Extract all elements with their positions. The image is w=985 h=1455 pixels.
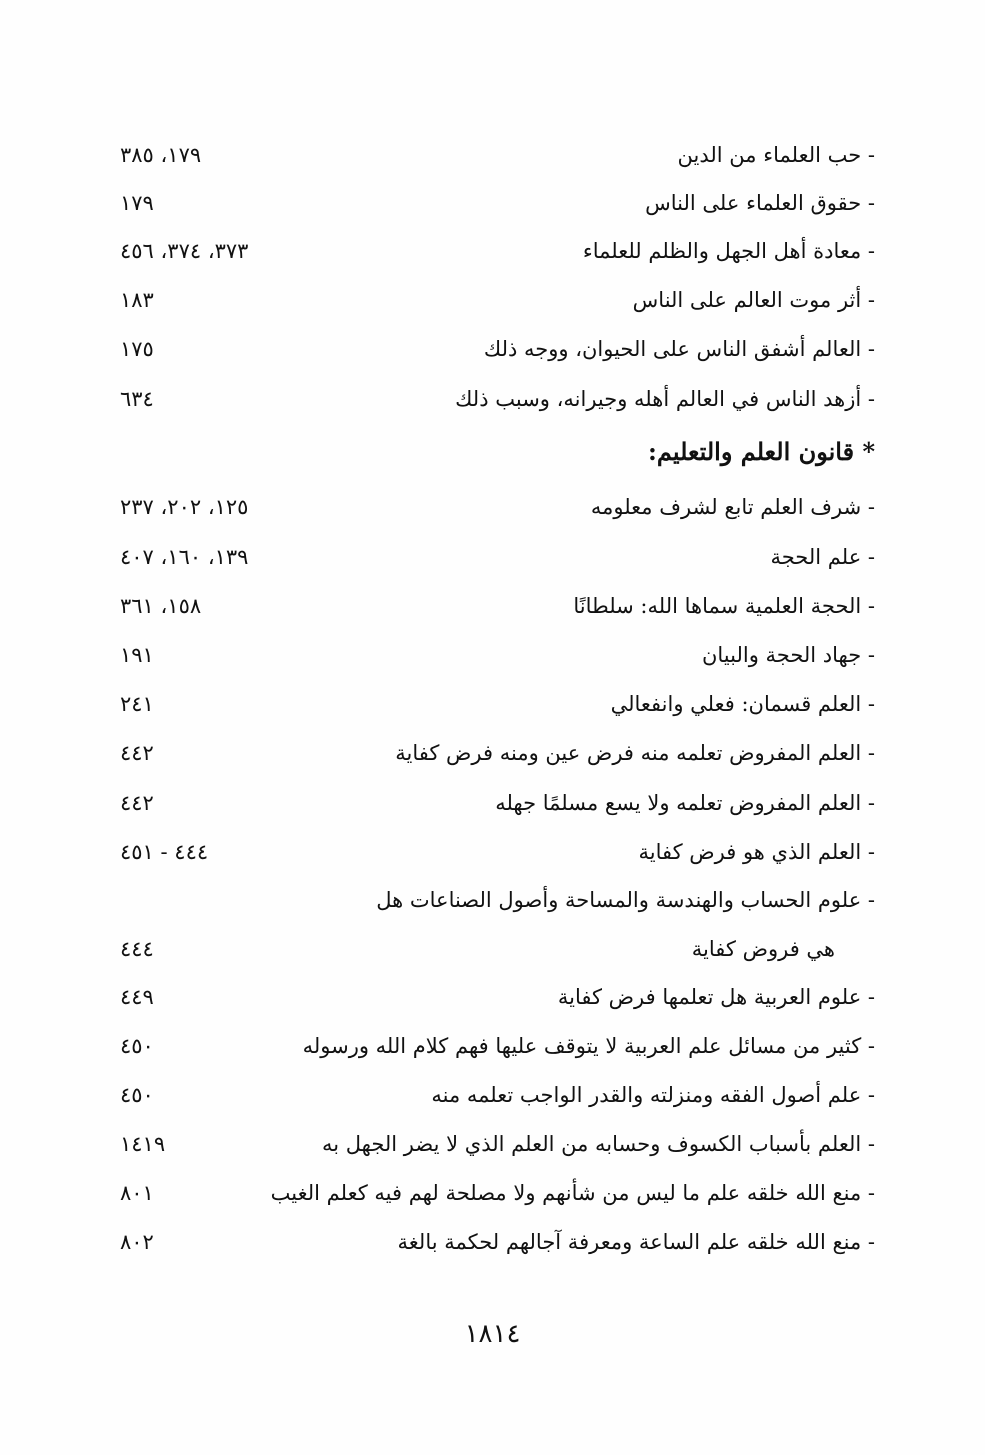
entry-pages: ١٧٥ (120, 337, 154, 361)
section-heading (110, 432, 875, 472)
entry-pages: ٤٤٢ (120, 791, 154, 815)
entry-title: - العلم المفروض تعلمه منه فرض عين ومنه فرض كفاية (395, 741, 875, 765)
section-heading-title: * قانون العلم والتعليم: (648, 437, 875, 466)
entry-pages: ٢٤١ (120, 692, 154, 716)
entry-pages: ١٢٥، ٢٠٢، ٢٣٧ (120, 495, 249, 519)
index-entry (110, 586, 875, 626)
entry-pages: ١٥٨، ٣٦١ (120, 594, 202, 618)
entry-title: - حقوق العلماء على الناس (645, 191, 875, 215)
entry-title: - علم أصول الفقه ومنزلته والقدر الواجب تعلمه منه (431, 1083, 875, 1107)
index-entry (110, 1124, 875, 1164)
entry-pages: ٦٣٤ (120, 387, 154, 411)
entry-pages: ١٣٩، ١٦٠، ٤٠٧ (120, 545, 249, 569)
entry-title: - منع الله خلقه علم ما ليس من شأنهم ولا مصلحة لهم فيه كعلم الغيب (270, 1181, 875, 1205)
entry-pages: ٤٤٢ (120, 741, 154, 765)
entry-pages: ١٨٣ (120, 288, 154, 312)
index-entry (110, 733, 875, 773)
entry-pages: ٤٤٤ - ٤٥١ (120, 840, 209, 864)
entry-pages: ٨٠١ (120, 1181, 154, 1205)
entry-title: - أثر موت العالم على الناس (632, 288, 875, 312)
entry-pages: ٤٥٠ (120, 1083, 154, 1107)
entry-title: - جهاد الحجة والبيان (701, 643, 875, 667)
entry-title: هي فروض كفاية (691, 937, 835, 961)
index-entry (110, 832, 875, 872)
entry-title: - العالم أشفق الناس على الحيوان، ووجه ذلك (483, 337, 875, 361)
entry-pages: ٤٤٤ (120, 937, 154, 961)
index-entry (110, 977, 875, 1017)
entry-pages: ٤٥٠ (120, 1034, 154, 1058)
entry-title: - العلم المفروض تعلمه ولا يسع مسلمًا جهله (495, 791, 875, 815)
index-entry (110, 487, 875, 527)
page-number: ١٨١٤ (464, 1319, 521, 1349)
index-entry (110, 880, 875, 920)
entry-title: - علوم الحساب والهندسة والمساحة وأصول الصناعات هل (376, 888, 875, 912)
entry-title: - حب العلماء من الدين (677, 143, 875, 167)
entry-pages: ١٧٩، ٣٨٥ (120, 143, 202, 167)
entry-pages: ٣٧٣، ٣٧٤، ٤٥٦ (120, 239, 249, 263)
index-entry (110, 783, 875, 823)
entry-title: - أزهد الناس في العالم أهله وجيرانه، وسبب ذلك (455, 387, 875, 411)
index-entry (110, 1222, 875, 1262)
index-entry (110, 1173, 875, 1213)
index-entry (110, 280, 875, 320)
index-entry (110, 635, 875, 675)
entry-title: - العلم الذي هو فرض كفاية (638, 840, 875, 864)
entry-title: - علوم العربية هل تعلمها فرض كفاية (557, 985, 875, 1009)
index-entry (110, 329, 875, 369)
entry-title: - شرف العلم تابع لشرف معلومه (590, 495, 875, 519)
index-entry (110, 1075, 875, 1115)
entry-title: - علم الحجة (770, 545, 875, 569)
entry-pages: ٤٤٩ (120, 985, 154, 1009)
entry-title: - منع الله خلقه علم الساعة ومعرفة آجالهم لحكمة بالغة (397, 1230, 875, 1254)
index-entry (110, 135, 875, 175)
entry-pages: ١٩١ (120, 643, 154, 667)
entry-title: - كثير من مسائل علم العربية لا يتوقف عليها فهم كلام الله ورسوله (302, 1034, 875, 1058)
entry-title: - العلم بأسباب الكسوف وحسابه من العلم الذي لا يضر الجهل به (321, 1132, 875, 1156)
index-entry (110, 183, 875, 223)
entry-pages: ٨٠٢ (120, 1230, 154, 1254)
index-entry-continuation (110, 929, 875, 969)
index-entry (110, 231, 875, 271)
index-entry (110, 537, 875, 577)
entry-pages: ١٤١٩ (120, 1132, 166, 1156)
index-entry (110, 379, 875, 419)
entry-title: - الحجة العلمية سماها الله: سلطانًا (573, 594, 875, 618)
entry-title: - العلم قسمان: فعلي وانفعالي (610, 692, 875, 716)
index-entry (110, 1026, 875, 1066)
index-entry (110, 684, 875, 724)
entry-title: - معادة أهل الجهل والظلم للعلماء (582, 239, 875, 263)
entry-pages: ١٧٩ (120, 191, 154, 215)
